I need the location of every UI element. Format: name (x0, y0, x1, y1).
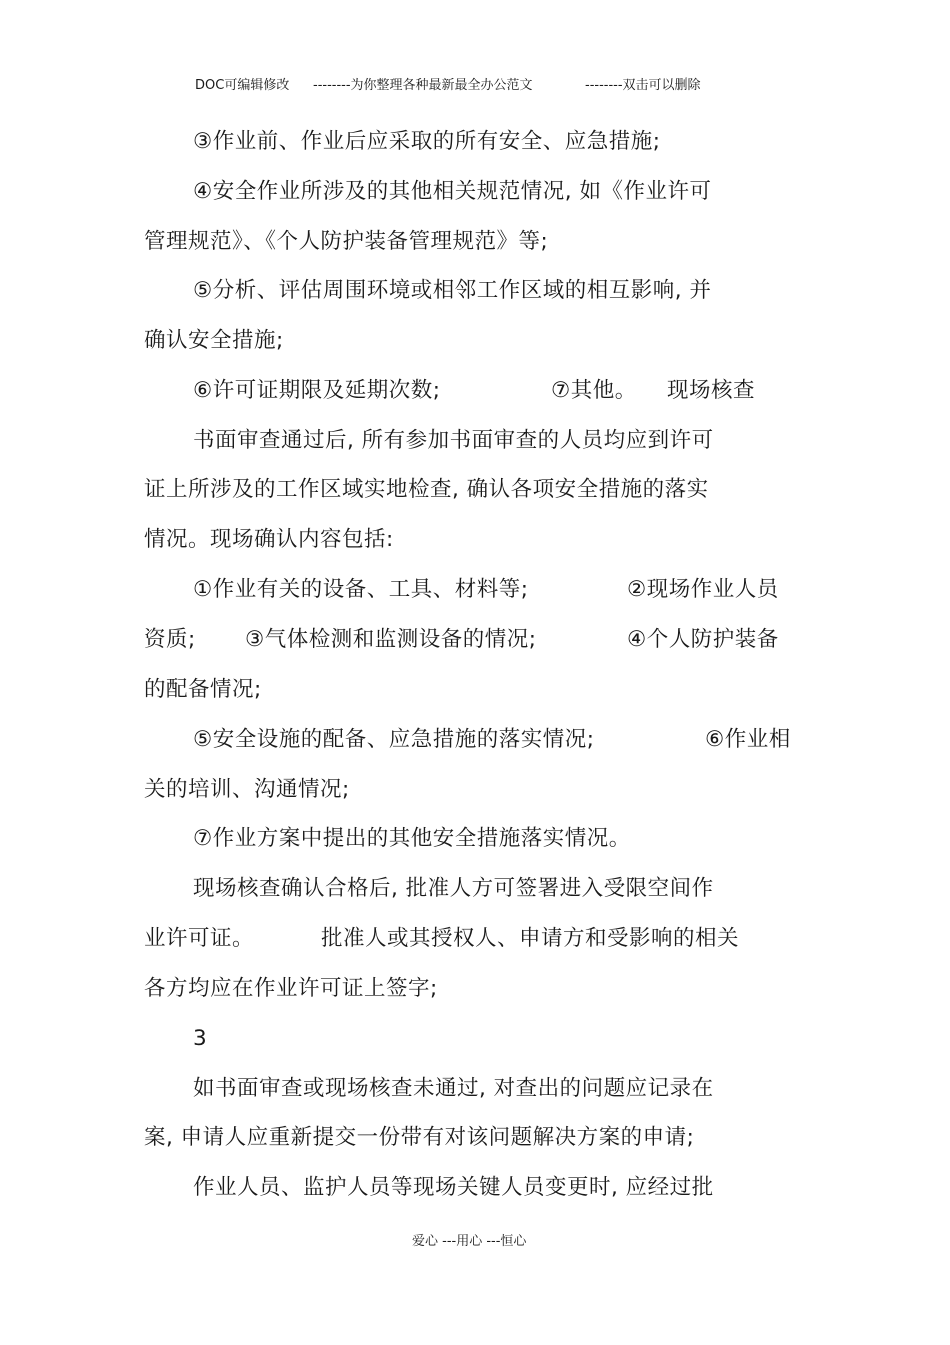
paragraph-text: 资质; (144, 627, 196, 652)
text-line (0, 376, 950, 406)
text-line (0, 625, 950, 655)
footer-text: 爱心 ---用心 ---恒心 (412, 1234, 527, 1249)
paragraph-text: ③作业前、作业后应采取的所有安全、应急措施; (193, 129, 661, 154)
text-line (0, 1123, 950, 1153)
paragraph-text: 管理规范》、《个人防护装备管理规范》等; (144, 229, 549, 254)
paragraph-text: ①作业有关的设备、工具、材料等; (193, 577, 529, 602)
paragraph-text: 如书面审查或现场核查未通过, 对查出的问题应记录在 (193, 1076, 714, 1101)
paragraph-text: ⑦其他。 (551, 378, 637, 403)
paragraph-text: ⑥许可证期限及延期次数; (193, 378, 441, 403)
paragraph-text: 情况。现场确认内容包括: (144, 527, 394, 552)
paragraph-text: 业许可证。 (144, 926, 255, 951)
paragraph-text: ⑤分析、评估周围环境或相邻工作区域的相互影响, 并 (193, 278, 712, 303)
paragraph-text: ④安全作业所涉及的其他相关规范情况, 如《作业许可 (193, 179, 712, 204)
text-line (0, 775, 950, 805)
paragraph-text: ④个人防护装备 (627, 627, 779, 652)
text-line (0, 1173, 950, 1203)
section-heading: 现场核查 (667, 378, 756, 403)
text-line (0, 475, 950, 505)
text-line (0, 276, 950, 306)
header-middle: --------为你整理各种最新最全办公范文 (313, 78, 533, 93)
text-line (0, 1074, 950, 1104)
section-number: 3 (193, 1026, 208, 1051)
text-line (0, 227, 950, 257)
paragraph-text: 确认安全措施; (144, 328, 284, 353)
page-header (0, 74, 950, 92)
text-line (0, 874, 950, 904)
text-line (0, 974, 950, 1004)
paragraph-text: 关的培训、沟通情况; (144, 777, 350, 802)
text-line (0, 1024, 950, 1054)
paragraph-text: 案, 申请人应重新提交一份带有对该问题解决方案的申请; (144, 1125, 695, 1150)
text-line (0, 575, 950, 605)
paragraph-text: 现场核查确认合格后, 批准人方可签署进入受限空间作 (193, 876, 714, 901)
page-footer (0, 1230, 950, 1248)
header-left: DOC可编辑修改 (195, 78, 290, 93)
paragraph-text: ⑥作业相 (705, 727, 791, 752)
paragraph-text: ⑦作业方案中提出的其他安全措施落实情况。 (193, 826, 631, 851)
text-line (0, 426, 950, 456)
text-line (0, 326, 950, 356)
paragraph-text: ③气体检测和监测设备的情况; (245, 627, 537, 652)
paragraph-text: 书面审查通过后, 所有参加书面审查的人员均应到许可 (193, 428, 714, 453)
paragraph-text: ②现场作业人员 (627, 577, 779, 602)
text-line (0, 725, 950, 755)
text-line (0, 924, 950, 954)
text-line (0, 177, 950, 207)
paragraph-text: ⑤安全设施的配备、应急措施的落实情况; (193, 727, 595, 752)
paragraph-text: 批准人或其授权人、申请方和受影响的相关 (321, 926, 740, 951)
paragraph-text: 证上所涉及的工作区域实地检查, 确认各项安全措施的落实 (144, 477, 709, 502)
text-line (0, 675, 950, 705)
header-right: --------双击可以删除 (585, 78, 701, 93)
text-line (0, 824, 950, 854)
paragraph-text: 作业人员、监护人员等现场关键人员变更时, 应经过批 (193, 1175, 714, 1200)
text-line (0, 525, 950, 555)
text-line (0, 127, 950, 157)
paragraph-text: 各方均应在作业许可证上签字; (144, 976, 438, 1001)
paragraph-text: 的配备情况; (144, 677, 262, 702)
